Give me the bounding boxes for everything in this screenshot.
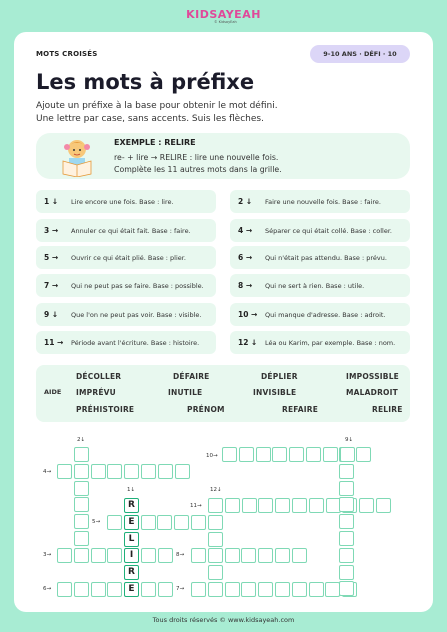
grid-label-12: 12↓ <box>210 487 222 493</box>
clue-11 <box>36 331 216 354</box>
clue-text: Ouvrir ce qui était plié. Base : plier. <box>71 253 186 262</box>
clue-number: 9 ↓ <box>44 310 59 319</box>
grid-cell[interactable] <box>272 447 287 462</box>
grid-cell[interactable] <box>74 531 89 546</box>
page-title: Les mots à préfixe <box>36 70 255 94</box>
word-bank-word: RELIRE <box>372 405 403 414</box>
grid-cell[interactable] <box>158 548 173 563</box>
clue-text: Qui ne sert à rien. Base : utile. <box>265 281 365 290</box>
grid-cell[interactable] <box>158 582 173 597</box>
grid-cell[interactable] <box>175 464 190 479</box>
grid-cell[interactable] <box>376 498 391 513</box>
clue-number: 8 → <box>238 281 253 290</box>
grid-cell[interactable] <box>141 515 156 530</box>
grid-cell[interactable] <box>74 514 89 529</box>
clue-text: Léa ou Karim, par exemple. Base : nom. <box>265 338 396 347</box>
grid-label-3: 3→ <box>43 552 52 558</box>
grid-cell[interactable] <box>107 582 122 597</box>
grid-label-8: 8→ <box>176 552 185 558</box>
grid-cell[interactable] <box>339 565 354 580</box>
word-bank-word: PRÉHISTOIRE <box>76 405 135 414</box>
grid-cell-prefilled: R <box>124 498 139 513</box>
word-bank-word: DÉFAIRE <box>173 372 210 381</box>
grid-label-2: 2↓ <box>77 437 86 443</box>
word-bank-word: IMPOSSIBLE <box>346 372 400 381</box>
word-bank <box>36 365 410 422</box>
grid-cell[interactable] <box>256 447 271 462</box>
word-bank-word: INVISIBLE <box>253 388 297 397</box>
clue-text: Lire encore une fois. Base : lire. <box>71 197 174 206</box>
clue-3 <box>36 219 216 242</box>
grid-cell[interactable] <box>208 515 223 530</box>
example-line-2: Complète les 11 autres mots dans la grille. <box>114 165 282 174</box>
instructions <box>36 100 396 126</box>
grid-cell[interactable] <box>289 447 304 462</box>
logo-subtext: © KidsayEah <box>214 20 237 24</box>
clue-10 <box>230 303 410 326</box>
grid-cell[interactable] <box>74 548 89 563</box>
grid-cell[interactable] <box>124 464 139 479</box>
grid-cell[interactable] <box>74 447 89 462</box>
example-line-1: re- + lire → RELIRE : lire une nouvelle fois. <box>114 153 279 162</box>
grid-cell[interactable] <box>91 582 106 597</box>
grid-cell[interactable] <box>107 464 122 479</box>
grid-cell[interactable] <box>208 548 223 563</box>
grid-cell[interactable] <box>57 582 72 597</box>
grid-cell[interactable] <box>339 531 354 546</box>
word-bank-word: IMPRÉVU <box>76 388 116 397</box>
grid-cell[interactable] <box>306 447 321 462</box>
clue-8 <box>230 274 410 297</box>
grid-cell[interactable] <box>91 464 106 479</box>
reading-child-icon <box>60 137 94 177</box>
word-bank-label: AIDE <box>44 388 62 396</box>
grid-label-1: 1↓ <box>127 487 136 493</box>
clue-text: Que l'on ne peut pas voir. Base : visible. <box>71 310 202 319</box>
clue-number: 3 → <box>44 226 59 235</box>
grid-cell[interactable] <box>74 464 89 479</box>
level-badge: 9-10 ANS · DÉFI · 10 <box>310 45 410 63</box>
grid-cell[interactable] <box>339 581 354 596</box>
grid-cell[interactable] <box>174 515 189 530</box>
word-bank-word: INUTILE <box>168 388 203 397</box>
grid-cell[interactable] <box>275 582 290 597</box>
clue-number: 5 → <box>44 253 59 262</box>
grid-cell[interactable] <box>107 548 122 563</box>
clue-number: 7 → <box>44 281 59 290</box>
clue-number: 4 → <box>238 226 253 235</box>
category-label: MOTS CROISÉS <box>36 50 98 58</box>
grid-cell[interactable] <box>292 582 307 597</box>
example-box <box>36 133 410 179</box>
grid-label-9: 9↓ <box>345 437 354 443</box>
instructions-line-1: Ajoute un préfixe à la base pour obtenir le mot défini. <box>36 101 278 111</box>
clue-1 <box>36 190 216 213</box>
word-bank-word: DÉCOLLER <box>76 372 122 381</box>
grid-cell[interactable] <box>242 498 257 513</box>
grid-cell-prefilled: R <box>124 565 139 580</box>
grid-cell[interactable] <box>225 498 240 513</box>
clue-number: 2 ↓ <box>238 197 253 206</box>
clue-text: Faire une nouvelle fois. Base : faire. <box>265 197 381 206</box>
grid-cell[interactable] <box>292 548 307 563</box>
grid-cell[interactable] <box>91 548 106 563</box>
grid-cell[interactable] <box>141 548 156 563</box>
grid-cell[interactable] <box>74 481 89 496</box>
grid-cell[interactable] <box>107 515 122 530</box>
instructions-line-2: Une lettre par case, sans accents. Suis les flèches. <box>36 114 264 124</box>
grid-cell[interactable] <box>74 497 89 512</box>
grid-cell[interactable] <box>339 497 354 512</box>
clue-number: 1 ↓ <box>44 197 59 206</box>
grid-cell[interactable] <box>208 582 223 597</box>
grid-cell[interactable] <box>57 548 72 563</box>
grid-cell-prefilled: E <box>124 515 139 530</box>
grid-cell[interactable] <box>191 582 206 597</box>
clue-text: Période avant l'écriture. Base : histoire. <box>71 338 200 347</box>
grid-cell[interactable] <box>275 498 290 513</box>
grid-cell[interactable] <box>191 515 206 530</box>
grid-cell[interactable] <box>222 447 237 462</box>
grid-cell[interactable] <box>208 532 223 547</box>
grid-cell[interactable] <box>141 464 156 479</box>
clue-2 <box>230 190 410 213</box>
grid-cell[interactable] <box>292 498 307 513</box>
grid-cell-prefilled: L <box>124 532 139 547</box>
footer-copyright: Tous droits réservés © www.kidsayeah.com <box>152 616 295 624</box>
grid-cell[interactable] <box>157 515 172 530</box>
grid-cell[interactable] <box>208 498 223 513</box>
clue-text: Qui ne peut pas se faire. Base : possible. <box>71 281 204 290</box>
grid-cell[interactable] <box>191 548 206 563</box>
clue-number: 11 → <box>44 338 64 347</box>
grid-label-6: 6→ <box>43 586 52 592</box>
grid-cell[interactable] <box>57 464 72 479</box>
grid-cell[interactable] <box>258 498 273 513</box>
clue-number: 6 → <box>238 253 253 262</box>
grid-cell[interactable] <box>356 447 371 462</box>
clue-5 <box>36 246 216 269</box>
grid-cell-prefilled: I <box>124 548 139 563</box>
grid-cell[interactable] <box>339 464 354 479</box>
grid-cell[interactable] <box>309 582 324 597</box>
grid-cell[interactable] <box>340 447 355 462</box>
grid-cell-prefilled: E <box>124 582 139 597</box>
clue-text: Qui n'était pas attendu. Base : prévu. <box>265 253 387 262</box>
grid-cell[interactable] <box>225 582 240 597</box>
word-bank-word: DÉPLIER <box>261 372 298 381</box>
grid-cell[interactable] <box>158 464 173 479</box>
word-bank-word: REFAIRE <box>282 405 319 414</box>
grid-cell[interactable] <box>275 548 290 563</box>
grid-cell[interactable] <box>339 481 354 496</box>
grid-cell[interactable] <box>339 548 354 563</box>
clue-9 <box>36 303 216 326</box>
grid-label-10: 10→ <box>206 453 218 459</box>
grid-cell[interactable] <box>258 582 273 597</box>
grid-label-11: 11→ <box>190 503 202 509</box>
grid-label-4: 4→ <box>43 469 52 475</box>
word-bank-word: PRÉNOM <box>187 405 225 414</box>
grid-cell[interactable] <box>208 565 223 580</box>
clue-text: Annuler ce qui était fait. Base : faire. <box>71 226 191 235</box>
clue-7 <box>36 274 216 297</box>
example-title: EXEMPLE : RELIRE <box>114 138 196 147</box>
clue-text: Qui manque d'adresse. Base : adroit. <box>265 310 386 319</box>
grid-cell[interactable] <box>339 514 354 529</box>
grid-cell[interactable] <box>241 582 256 597</box>
clue-text: Séparer ce qui était collé. Base : coller. <box>265 226 392 235</box>
grid-cell[interactable] <box>309 498 324 513</box>
grid-label-7: 7→ <box>176 586 185 592</box>
grid-cell[interactable] <box>359 498 374 513</box>
grid-cell[interactable] <box>225 548 240 563</box>
grid-cell[interactable] <box>239 447 254 462</box>
grid-label-5: 5→ <box>92 519 101 525</box>
grid-cell[interactable] <box>241 548 256 563</box>
clue-6 <box>230 246 410 269</box>
grid-cell[interactable] <box>141 582 156 597</box>
grid-cell[interactable] <box>74 582 89 597</box>
clue-12 <box>230 331 410 354</box>
clue-number: 12 ↓ <box>238 338 258 347</box>
clue-number: 10 → <box>238 310 258 319</box>
logo-text: KIDSAYEAH <box>186 8 261 21</box>
grid-cell[interactable] <box>323 447 338 462</box>
word-bank-word: MALADROIT <box>346 388 398 397</box>
clue-4 <box>230 219 410 242</box>
grid-cell[interactable] <box>258 548 273 563</box>
